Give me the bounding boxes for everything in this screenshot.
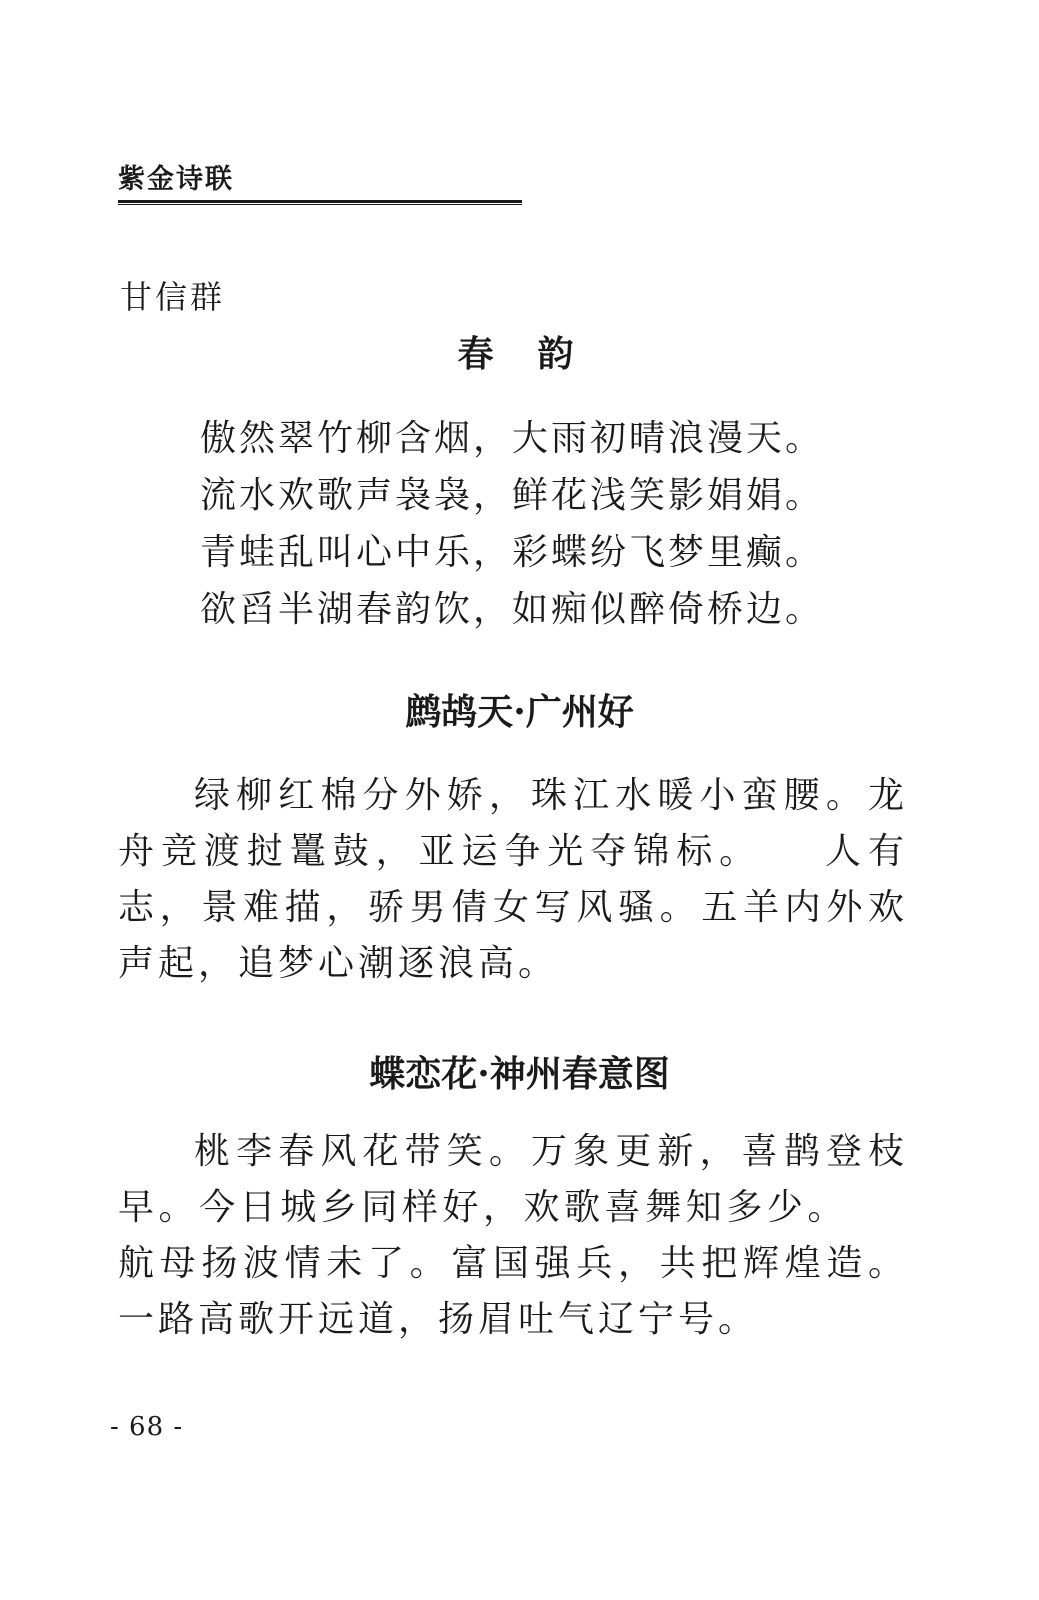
stanza-upper: 桃李春风花带笑。万象更新，喜鹊登枝早。今日城乡同样好，欢歌喜舞知多少。 (118, 1131, 908, 1228)
page-number: - 68 - (110, 1412, 184, 1442)
stanza-lower: 航母扬波情未了。富国强兵，共把辉煌造。一路高歌开远道，扬眉吐气辽宁号。 (118, 1243, 908, 1340)
verse-line: 傲然翠竹柳含烟，大雨初晴浪漫天。 (200, 418, 825, 459)
poem-title-zhegutian: 鹧鸪天·广州好 (405, 691, 634, 733)
poem-body-chunyun (200, 410, 824, 638)
poem-body-dielianhua (118, 1124, 908, 1348)
header-title: 紫金诗联 (118, 164, 234, 195)
poem-title-dielianhua: 蝶恋花·神州春意图 (369, 1053, 670, 1095)
stanza-upper: 绿柳红棉分外娇，珠江水暖小蛮腰。龙舟竞渡挝鼍鼓，亚运争光夺锦标。 (118, 775, 908, 872)
verse-line: 流水欢歌声袅袅，鲜花浅笑影娟娟。 (200, 475, 825, 516)
running-header (118, 163, 522, 205)
verse-line: 青蛙乱叫心中乐，彩蝶纷飞梦里癫。 (200, 532, 825, 573)
verse-line: 欲舀半湖春韵饮，如痴似醉倚桥边。 (200, 589, 825, 630)
poem-body-zhegutian (118, 768, 908, 992)
author-name: 甘信群 (120, 278, 226, 316)
poem-title-chunyun: 春韵 (457, 333, 618, 375)
header-rule (118, 200, 522, 205)
stanza-lower: 人有志，景难描，骄男倩女写风骚。五羊内外欢声起，追梦心潮逐浪高。 (118, 831, 908, 984)
